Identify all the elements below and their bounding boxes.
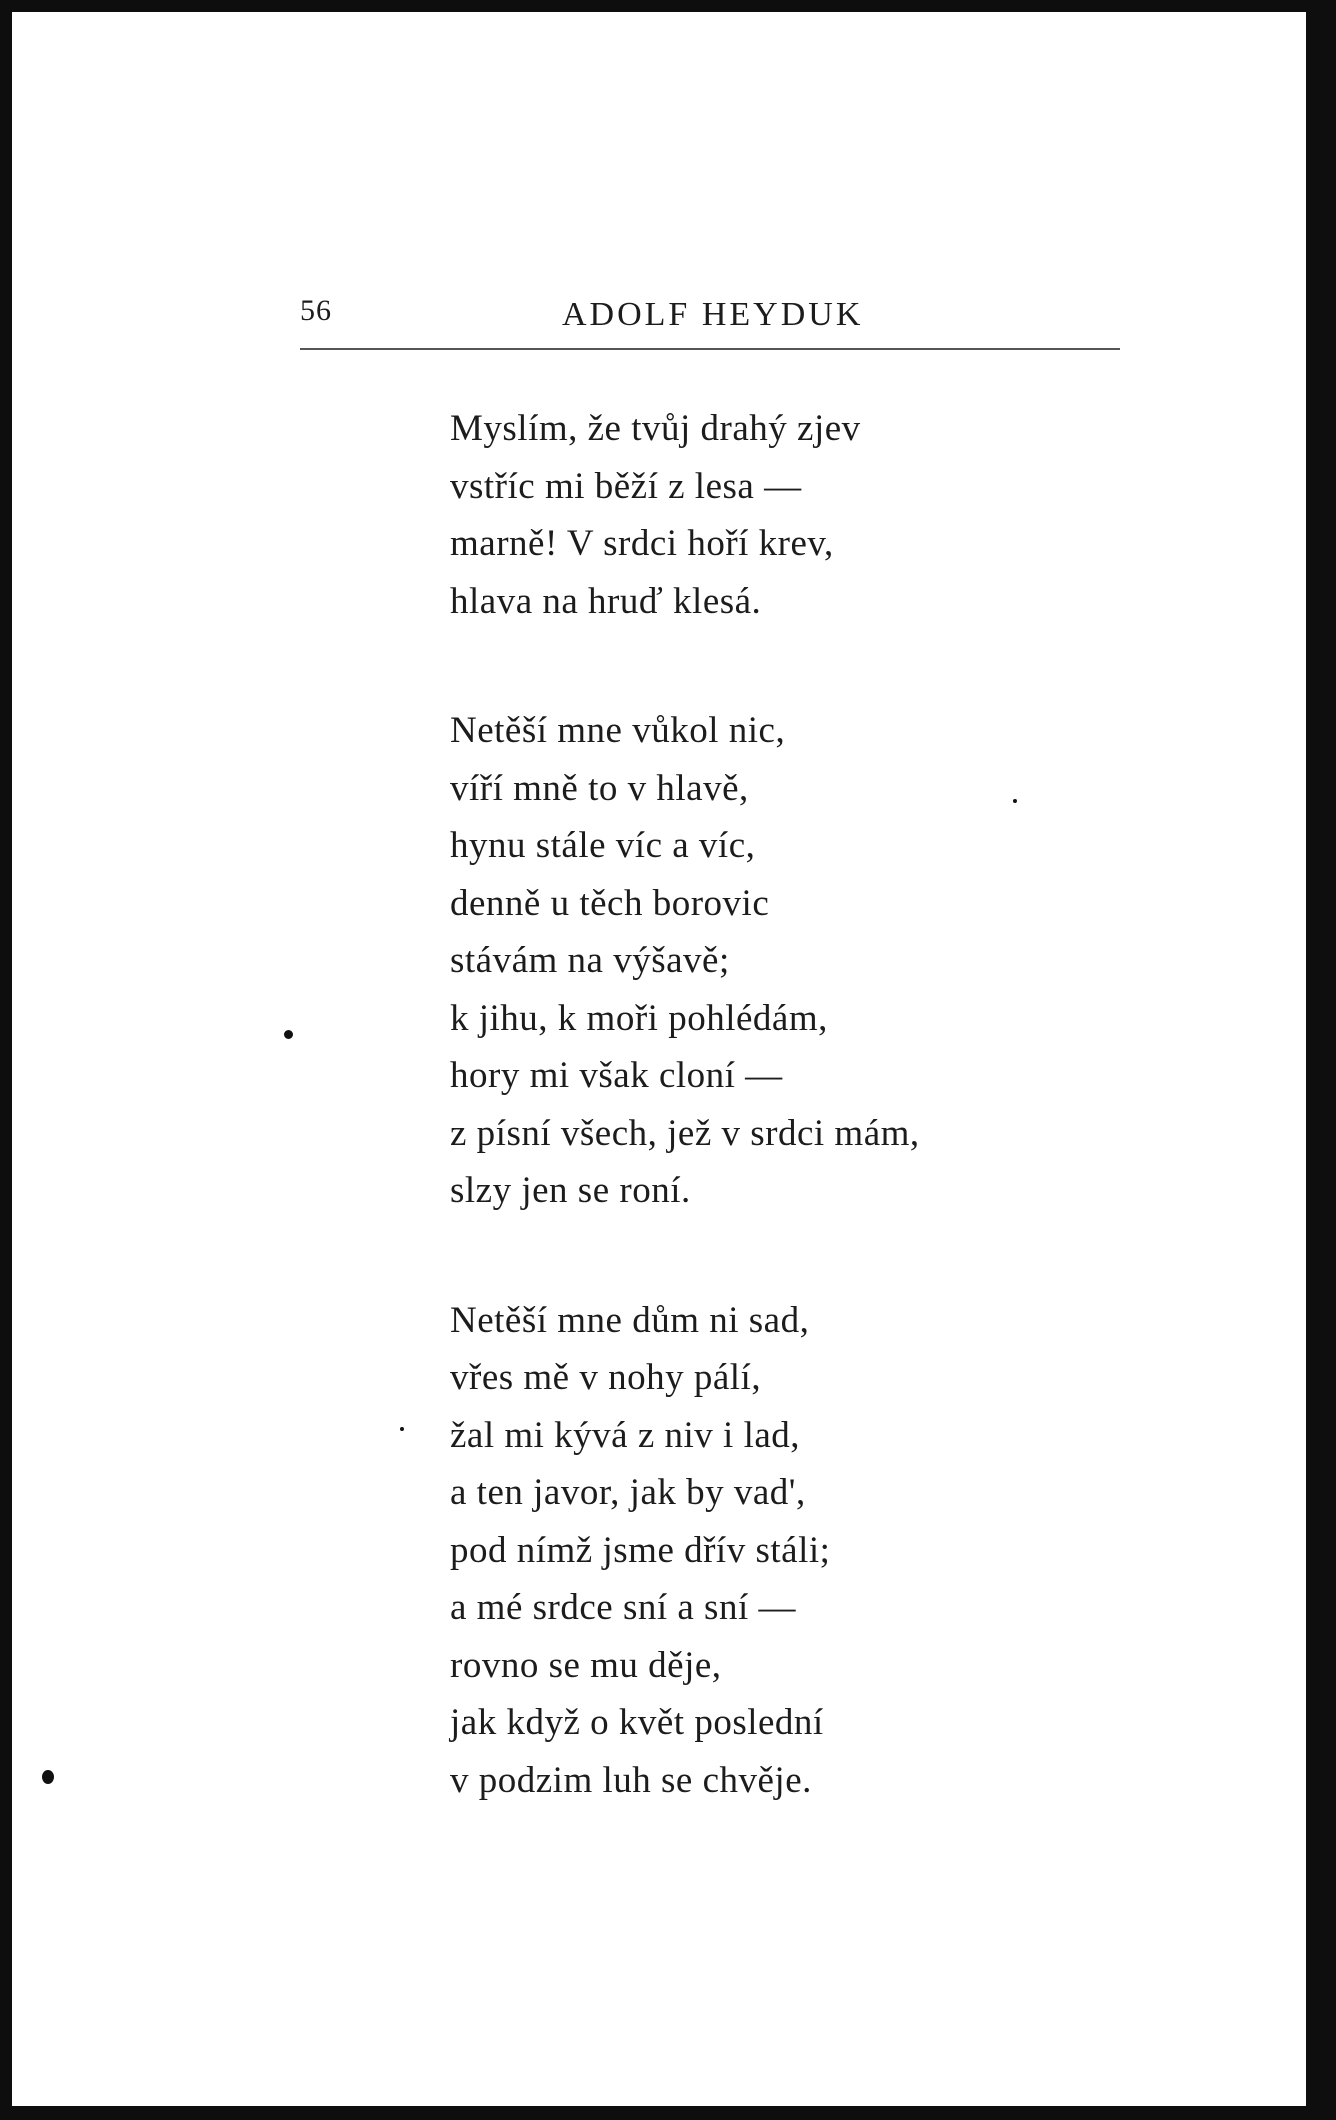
poem-line: vřes mě v nohy pálí, [450, 1357, 762, 1398]
page-number: 56 [300, 294, 332, 327]
stanza [450, 702, 1170, 1220]
poem-line: vstříc mi běží z lesa — [450, 465, 802, 507]
stanza [450, 1292, 1170, 1810]
scan-border-right [1306, 0, 1336, 2120]
poem-line: z písní všech, jež v srdci mám, [450, 1112, 920, 1154]
poem-line: stávám na výšavě; [450, 940, 730, 981]
page-header [300, 290, 1120, 340]
poem-line: a mé srdce sní a sní — [450, 1587, 796, 1628]
poem-line: Myslím, že tvůj drahý zjev [450, 408, 861, 449]
stanza [450, 400, 1170, 630]
poem-line: žal mi kývá z niv i lad, [450, 1414, 801, 1456]
ink-speck [42, 1770, 54, 1784]
scan-border-left [0, 0, 12, 2120]
poem-line: denně u těch borovic [450, 882, 770, 924]
poem-line: marně! V srdci hoří krev, [450, 523, 834, 564]
poem-line: k jihu, k moři pohlédám, [450, 997, 828, 1039]
poem-line: rovno se mu děje, [450, 1644, 722, 1686]
poem-line: Netěší mne vůkol nic, [450, 710, 786, 751]
poem-line: Netěší mne dům ni sad, [450, 1299, 810, 1341]
ink-speck [284, 1030, 293, 1039]
poem-line: hory mi však cloní — [450, 1055, 783, 1096]
ink-speck [400, 1427, 404, 1431]
poem-line: hynu stále víc a víc, [450, 825, 756, 866]
scan-border-bottom [0, 2106, 1336, 2120]
running-title: ADOLF HEYDUK [562, 296, 864, 333]
poem-line: a ten javor, jak by vad', [450, 1472, 806, 1513]
header-rule [300, 348, 1120, 350]
scan-border-top [0, 0, 1336, 12]
poem-line: pod nímž jsme dřív stáli; [450, 1529, 831, 1571]
poem-body [450, 400, 1170, 1881]
poem-line: v podzim luh se chvěje. [450, 1759, 812, 1801]
poem-line: jak když o květ poslední [450, 1702, 824, 1743]
poem-line: slzy jen se roní. [450, 1170, 691, 1211]
poem-line: hlava na hruď klesá. [450, 580, 762, 622]
poem-line: víří mně to v hlavě, [450, 767, 749, 809]
